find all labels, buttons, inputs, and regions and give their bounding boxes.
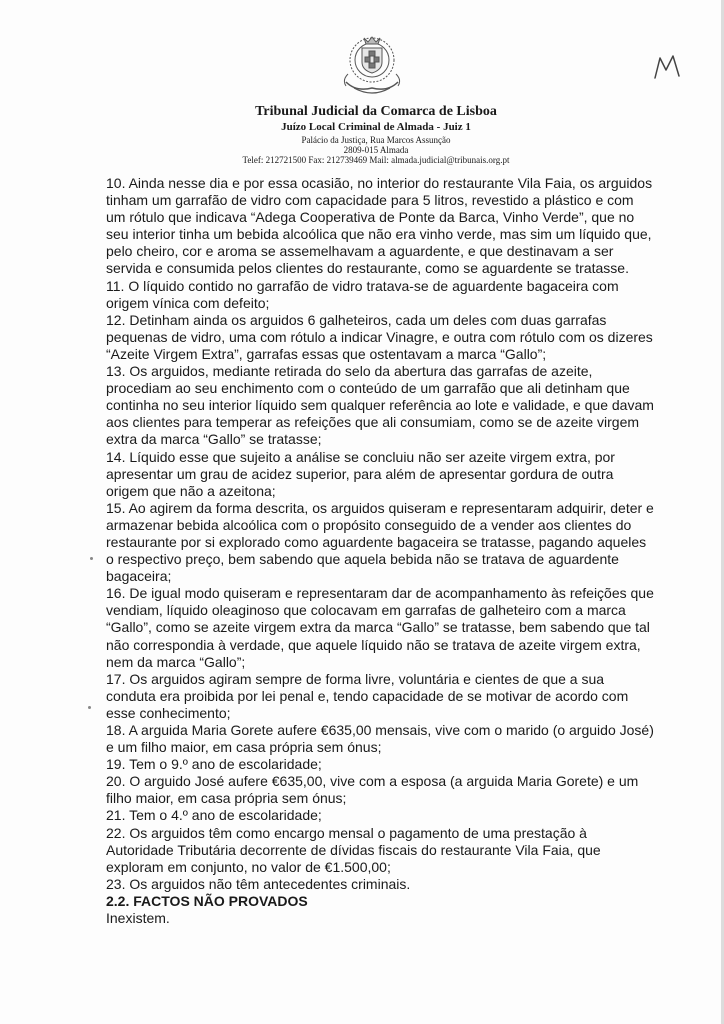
court-name: Tribunal Judicial da Comarca de Lisboa <box>255 104 497 119</box>
fact-paragraph: 21. Tem o 4.º ano de escolaridade; <box>106 807 322 824</box>
fact-paragraph: 20. O arguido José aufere €635,00, vive com a esposa (a arguida Maria Gorete) e um filho maior, em casa própria sem ónus; <box>106 773 639 807</box>
court-section: Juízo Local Criminal de Almada - Juiz 1 <box>281 121 471 133</box>
section-text: Inexistem. <box>106 910 170 927</box>
fact-paragraph: 19. Tem o 9.º ano de escolaridade; <box>106 756 322 773</box>
margin-mark <box>88 706 91 709</box>
fact-paragraph: 14. Líquido esse que sujeito a análise se concluiu não ser azeite virgem extra, por apresentar um grau de acidez superior, para além de apresentar gordura de outra origem que não a azeitona; <box>106 448 615 499</box>
document-body <box>106 175 656 927</box>
section-title: FACTOS NÃO PROVADOS <box>133 892 308 909</box>
fact-paragraph: 15. Ao agirem da forma descrita, os arguidos quiseram e representaram adquirir, deter e armazenar bebida alcoólica com o propósito conseguido de a vender aos clientes do restaurante por si explorado como aguardente bagaceira se tratasse, pagando aqueles o respectivo preço, bem sabendo que aquela bebida não se tratava de aguardente bagaceira; <box>106 499 654 585</box>
fact-paragraph: 17. Os arguidos agiram sempre de forma livre, voluntária e cientes de que a sua conduta era proibida por lei penal e, tendo capacidade de se motivar de acordo com esse conhecimento; <box>106 670 629 721</box>
fact-paragraph: 16. De igual modo quiseram e representaram dar de acompanhamento às refeições que vendiam, líquido oleaginoso que colocavam em garrafas de galheteiro com a marca “Gallo”, como se azeite virgem extra da marca “Gallo” se tratasse, bem sabendo que tal não correspondia à verdade, que aquele líquido não se tratava de azeite virgem extra, nem da marca “Gallo”; <box>106 585 654 670</box>
section-heading <box>106 893 656 910</box>
fact-paragraph: 12. Detinham ainda os arguidos 6 galheteiros, cada um deles com duas garrafas pequenas de vidro, uma com rótulo a indicar Vinagre, e outra com rótulo com os dizeres “Azeite Virgem Extra”, garrafas essas que ostentavam a marca “Gallo”; <box>106 311 653 362</box>
coat-of-arms-icon <box>334 30 410 100</box>
court-header <box>200 103 552 166</box>
section-number: 2.2. <box>106 892 130 909</box>
handwritten-page-mark <box>652 52 686 82</box>
margin-mark <box>90 557 93 560</box>
fact-paragraph: 22. Os arguidos têm como encargo mensal o pagamento de uma prestação à Autoridade Tributária decorrente de dívidas fiscais do restaurante Vila Faia, que exploram em conjunto, no valor de €1.500,00; <box>106 824 601 875</box>
fact-paragraph: 13. Os arguidos, mediante retirada do selo da abertura das garrafas de azeite, procediam ao seu enchimento com o conteúdo de um garrafão que ali detinham que continha no seu interior líquido sem qualquer referência ao lote e validade, e que davam aos clientes para temperar as refeições que ali consumiam, como se de azeite virgem extra da marca “Gallo” se tratasse; <box>106 363 654 448</box>
fact-paragraph: 11. O líquido contido no garrafão de vidro tratava-se de aguardente bagaceira com origem vínica com defeito; <box>106 277 619 311</box>
fact-paragraph: 10. Ainda nesse dia e por essa ocasião, no interior do restaurante Vila Faia, os arguidos tinham um garrafão de vidro com capacidade para 5 litros, revestido a plástico e com um rótulo que indicava “Adega Cooperativa de Ponte da Barca, Vinho Verde”, que no seu interior tinha um bebida alcoólica que não era vinho verde, mas sim um líquido que, pelo cheiro, cor e aroma se assemelhavam a aguardente, e que destinavam a ser servida e consumida pelos clientes do restaurante, como se aguardente se tratasse. <box>106 175 653 277</box>
court-contacts: Telef: 212721500 Fax: 212739469 Mail: almada.judicial@tribunais.org.pt <box>242 155 510 165</box>
court-address: Palácio da Justiça, Rua Marcos Assunção <box>301 135 451 145</box>
court-postcode: 2809-015 Almada <box>343 145 409 155</box>
fact-paragraph: 23. Os arguidos não têm antecedentes criminais. <box>106 875 411 892</box>
fact-paragraph: 18. A arguida Maria Gorete aufere €635,00 mensais, vive com o marido (o arguido José) e um filho maior, em casa própria sem ónus; <box>106 722 654 756</box>
